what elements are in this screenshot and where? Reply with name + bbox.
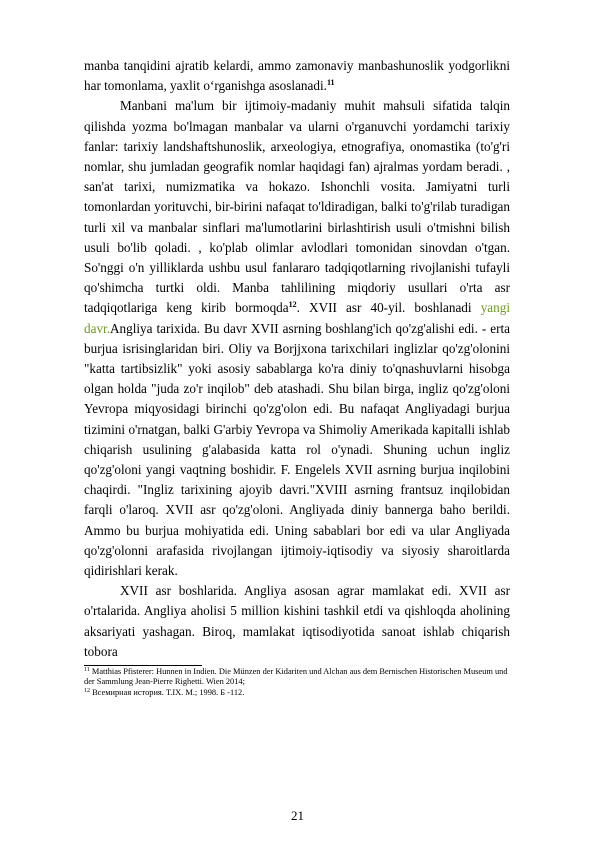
footnote-divider [84,665,202,666]
paragraph-1-text: manba tanqidini ajratib kelardi, ammo zamonaviy manbashunoslik yodgorlikni har tomonlama, yaxlit o‘rganishga asoslanadi. [84,58,510,94]
paragraph-3-text: XVII asr boshlarida. Angliya asosan agrar mamlakat edi. XVII asr o'rtalarida. Angliya aholisi 5 million kishini tashkil etdi va qishloqda aholining aksariyati yashagan. Biroq, mamlakat iqtisodiyotida sanoat ishlab chiqarish tobora [84,583,510,659]
footnote-12 [84,688,510,698]
page-number: 21 [291,808,304,823]
footnote-11-text: Matthias Pfisterer: Hunnen in Indien. Die Münzen der Kidariten und Alchan aus dem Bernischen Historischen Museum und der Sammlung Jean-Pierre Righetti. Wien 2014; [84,667,508,687]
paragraph-1 [84,56,510,96]
footnote-12-number: 12 [84,687,90,694]
paragraph-2-text-a: Manbani ma'lum bir ijtimoiy-madaniy muhit mahsuli sifatida talqin qilishda yozma bo'lmagan manbalar va ularni o'rganuvchi yordamchi tarixiy fanlar: tarixiy landshaftshunoslik, arxeologiya, etnografiya, onomastika (to'g'ri nomlar, shu jumladan geografik nomlar haqidagi fan) ajralmas yordam beradi. , san'at tarixi, numizmatika va hokazo. Ishonchli vosita. Jamiyatni turli tomonlardan yorituvchi, bir-birini nafaqat to'ldiradigan, balki to'g'rilab turadigan turli xil va manbalar sinflari ma'lumotlarini birlashtirish usuli o'tmishni bilish usuli bo'lib qoladi. , ko'plab olimlar avlodlari tomonidan sinovdan o'tgan. So'nggi o'n yilliklarda ushbu usul fanlararo tadqiqotlarning rivojlanishi tufayli qo'shimcha turtki oldi. Manba tahlilining miqdoriy usullari o'rta asr tadqiqotlariga keng kirib bormoqda [84,98,510,316]
footnote-11 [84,667,510,688]
footnote-11-number: 11 [84,667,90,674]
paragraph-2-text-b: . XVII asr 40-yil. boshlanadi [296,300,481,316]
yangi-davr-link[interactable]: yangi davr. [84,300,510,336]
footnote-12-text: Всемирная история. Т.IХ. М.; 1998. Б -112. [92,687,245,697]
paragraph-2-text-c: Angliya tarixida. Bu davr XVII asrning boshlang'ich qo'zg'alishi edi. - erta burjua isrisinglaridan biri. Oliy va Borjjxona tarixchilari inglizlar qo'zg'olonini "katta tartibsizlik" yoki asosiy sabablarga ko'ra diniy to'qnashuvlarni hisobga olgan holda "juda zo'r inqilob" deb atashadi. Shu bilan birga, ingliz qo'zg'oloni Yevropa miqyosidagi birinchi qo'zg'olon edi. Bu nafaqat Angliyadagi burjua tizimini o'rnatgan, balki G'arbiy Yevropa va Shimoliy Amerikada kapitalli ishlab chiqarish usulining g'alabasida katta rol o'ynadi. Shuning uchun ingliz qo'zg'oloni yangi vaqtning boshidir. F. Engelels XVII asrning burjua inqilobini chaqirdi. "Ingliz tarixining ajoyib davri."XVIII asrning frantsuz inqilobidan farqli o'laroq. XVII asr qo'zg'oloni. Angliyada diniy bannerga baho berildi. Ammo bu burjua mohiyatida edi. Uning sabablari bor edi va ular Angliyada qo'zg'olonni arafasida rivojlangan ijtimoiy-iqtisodiy va siyosiy sharoitlarda qidirishlari kerak. [84,320,510,579]
document-page [84,56,510,698]
footnote-ref-11[interactable]: 11 [326,78,335,88]
paragraph-3 [84,581,510,662]
footnote-ref-12[interactable]: 12 [288,300,297,310]
paragraph-2 [84,96,510,581]
